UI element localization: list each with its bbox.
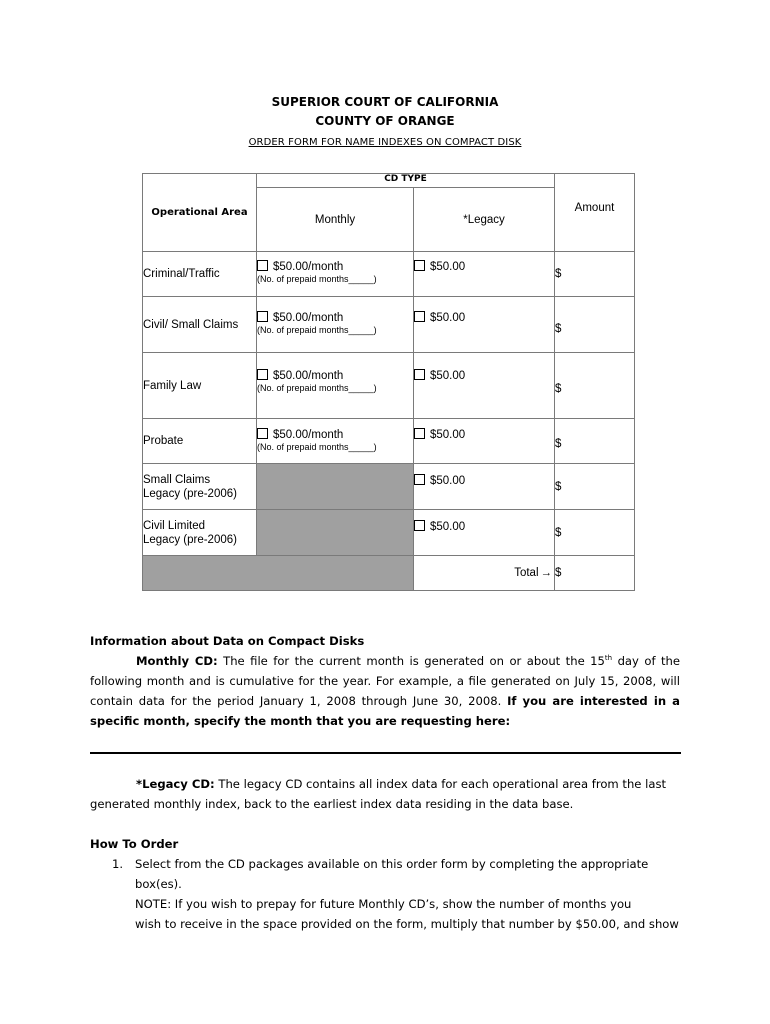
legacy-cd-text: The legacy CD contains all index data for each operational area from the last generated monthly index, back to the earliest index data residing in the data base. [90,777,667,811]
legacy-price: $50.00 [430,475,466,487]
amount-field[interactable]: $ [555,252,635,297]
monthly-cd-label: Monthly CD: [136,654,218,668]
how-to-order-heading: How To Order [90,837,179,851]
legacy-option [414,510,555,556]
item-line: Select from the CD packages available on this order form by completing the appropriate box(es). [135,857,649,891]
monthly-price: $50.00/month [273,312,344,324]
area-label [143,510,257,556]
item-line: NOTE: If you wish to prepay for future Monthly CD’s, show the number of months you [135,897,632,911]
legacy-option [414,464,555,510]
monthly-option [257,353,414,419]
area-label: Criminal/Traffic [143,252,257,297]
legacy-option [414,353,555,419]
amount-header: Amount [555,174,635,252]
monthly-cd-text-b: day of the following month and is cumulative for the year. For example, a file generated on July 15, 2008, will contain data for the period January 1, 2008 through June 30, 2008. [90,654,681,708]
arrow-right-icon: → [540,567,552,579]
amount-field[interactable]: $ [555,297,635,353]
total-amount-field[interactable]: $ [555,556,635,591]
table-row [143,252,635,297]
month-request-prompt: If you are interested in a specific month, specify the month that you are requesting here: [90,694,680,728]
area-label: Civil/ Small Claims [143,297,257,353]
monthly-checkbox[interactable] [257,260,268,271]
legacy-option [414,252,555,297]
monthly-option [257,252,414,297]
monthly-header: Monthly [257,188,414,252]
monthly-checkbox[interactable] [257,369,268,380]
monthly-checkbox[interactable] [257,311,268,322]
monthly-price: $50.00/month [273,370,344,382]
total-label-cell [414,556,555,591]
prepaid-months-field[interactable]: (No. of prepaid months_____) [257,274,377,284]
operational-area-header: Operational Area [143,174,257,252]
legacy-header: *Legacy [414,188,555,252]
area-label-line2: Legacy (pre-2006) [143,487,237,500]
monthly-cd-sup: th [604,654,613,663]
amount-field[interactable]: $ [555,419,635,464]
table-row [143,353,635,419]
county-name: COUNTY OF ORANGE [315,114,455,128]
monthly-cd-text-a: The file for the current month is generated on or about the 15 [217,654,605,668]
legacy-price: $50.00 [430,429,466,441]
monthly-cd-paragraph [90,651,680,731]
info-heading: Information about Data on Compact Disks [90,634,365,648]
court-name: SUPERIOR COURT OF CALIFORNIA [271,95,499,109]
order-table [142,173,635,591]
area-label-line1: Civil Limited [143,519,205,532]
legacy-price: $50.00 [430,370,466,382]
table-row [143,297,635,353]
total-grey-cell [143,556,414,591]
monthly-price: $50.00/month [273,261,344,273]
amount-field[interactable]: $ [555,510,635,556]
table-row [143,510,635,556]
legacy-price: $50.00 [430,261,466,273]
area-label-line2: Legacy (pre-2006) [143,533,237,546]
monthly-unavailable-cell [257,510,414,556]
legacy-option [414,297,555,353]
item-number: 1. [112,857,124,871]
legacy-price: $50.00 [430,521,466,533]
legacy-price: $50.00 [430,312,466,324]
legacy-option [414,419,555,464]
legacy-checkbox[interactable] [414,311,425,322]
legacy-cd-label: *Legacy CD: [136,777,215,791]
legacy-checkbox[interactable] [414,428,425,439]
area-label: Probate [143,419,257,464]
area-label: Family Law [143,353,257,419]
total-label: Total [514,567,539,579]
prepaid-months-field[interactable]: (No. of prepaid months_____) [257,383,377,393]
table-row [143,464,635,510]
area-label [143,464,257,510]
item-line: wish to receive in the space provided on the form, multiply that number by $50.00, and show [135,917,679,931]
legacy-checkbox[interactable] [414,520,425,531]
legacy-checkbox[interactable] [414,474,425,485]
amount-field[interactable]: $ [555,353,635,419]
area-label-line1: Small Claims [143,473,211,486]
monthly-option [257,297,414,353]
prepaid-months-field[interactable]: (No. of prepaid months_____) [257,442,377,452]
monthly-checkbox[interactable] [257,428,268,439]
amount-field[interactable]: $ [555,464,635,510]
monthly-price: $50.00/month [273,429,344,441]
how-to-order-item [135,854,695,934]
prepaid-months-field[interactable]: (No. of prepaid months_____) [257,325,377,335]
form-title: ORDER FORM FOR NAME INDEXES ON COMPACT DISK [248,137,522,148]
monthly-unavailable-cell [257,464,414,510]
cd-type-header: CD TYPE [257,174,555,188]
legacy-checkbox[interactable] [414,260,425,271]
total-row [143,556,635,591]
table-row [143,419,635,464]
month-request-line[interactable] [90,752,681,754]
monthly-option [257,419,414,464]
legacy-checkbox[interactable] [414,369,425,380]
legacy-cd-paragraph [90,774,680,814]
